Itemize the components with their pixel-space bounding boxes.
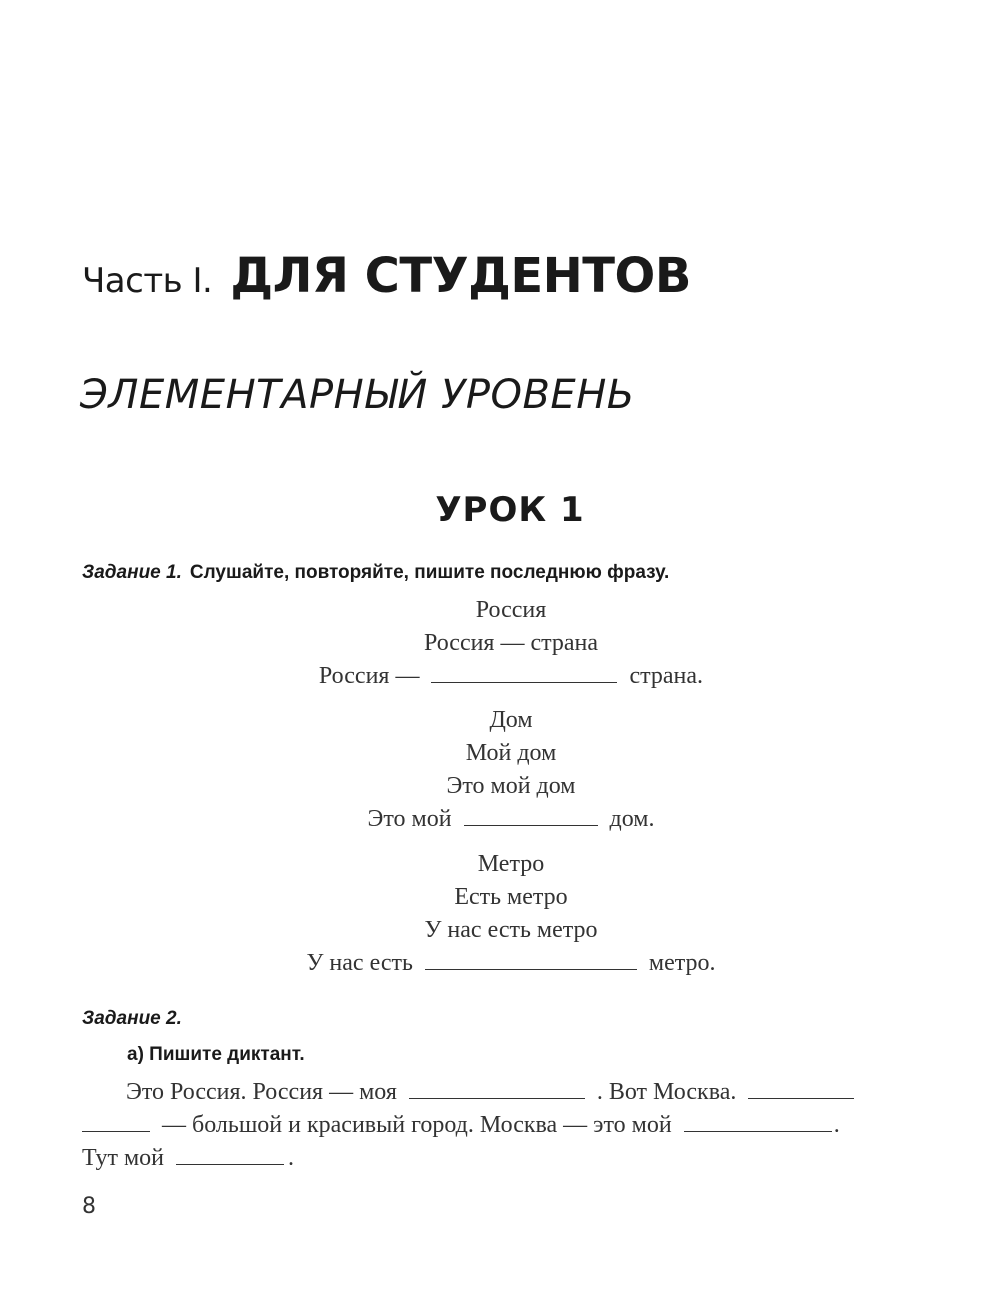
answer-blank[interactable]: [425, 947, 637, 970]
phrase-start: Это мой: [367, 806, 452, 832]
phrase-line: Есть метро: [454, 884, 568, 910]
phrase-line: Это мой дом: [446, 773, 576, 799]
dictation-fragment: .: [287, 1145, 294, 1171]
dictation-line: [82, 1076, 942, 1109]
task1-instruction: Слушайте, повторяйте, пишите последнюю фразу.: [189, 562, 670, 583]
page-number: 8: [82, 1194, 96, 1219]
phrase-end: дом.: [609, 806, 655, 832]
phrase-end: метро.: [648, 950, 716, 976]
fill-in-line: [0, 803, 1000, 836]
task1-label: Задание 1.: [82, 562, 182, 583]
phrase-line: Мой дом: [465, 740, 557, 766]
fill-in-line: [0, 947, 1000, 980]
answer-blank[interactable]: [431, 660, 617, 683]
answer-blank[interactable]: [176, 1142, 284, 1165]
answer-blank[interactable]: [748, 1076, 854, 1099]
dictation-line: [82, 1142, 942, 1175]
dictation-text: [82, 1076, 942, 1175]
phrase-end: страна.: [629, 663, 704, 689]
answer-blank[interactable]: [82, 1109, 150, 1132]
answer-blank[interactable]: [409, 1076, 585, 1099]
phrase-line: Метро: [477, 851, 545, 877]
phrase-line: У нас есть метро: [424, 917, 598, 943]
task2-heading: Задание 2.: [82, 1008, 182, 1029]
part-label: Часть I.: [82, 261, 213, 301]
dictation-fragment: Тут мой: [82, 1145, 164, 1171]
dictation-fragment: . Вот Москва.: [596, 1079, 737, 1105]
part-main-title: ДЛЯ СТУДЕНТОВ: [230, 248, 691, 304]
answer-blank[interactable]: [684, 1109, 832, 1132]
answer-blank[interactable]: [464, 803, 598, 826]
dictation-line: [82, 1109, 942, 1142]
task1-heading: [82, 562, 669, 584]
task1-group-metro: [0, 848, 1000, 980]
level-title: ЭЛЕМЕНТАРНЫЙ УРОВЕНЬ: [80, 372, 635, 418]
dictation-fragment: .: [833, 1112, 840, 1138]
lesson-title: УРОК 1: [435, 490, 585, 530]
task1-group-russia: [0, 594, 1000, 693]
phrase-line: Россия — страна: [423, 630, 599, 656]
dictation-fragment: Это Россия. Россия — моя: [126, 1079, 397, 1105]
task2-sub-heading: а) Пишите диктант.: [127, 1044, 305, 1065]
task1-group-dom: [0, 704, 1000, 836]
dictation-fragment: — большой и красивый город. Москва — это мой: [162, 1112, 672, 1138]
phrase-start: Россия —: [318, 663, 420, 689]
part-title: [82, 248, 691, 304]
phrase-line: Дом: [489, 707, 533, 733]
phrase-line: Россия: [475, 597, 547, 623]
phrase-start: У нас есть: [306, 950, 413, 976]
fill-in-line: [0, 660, 1000, 693]
